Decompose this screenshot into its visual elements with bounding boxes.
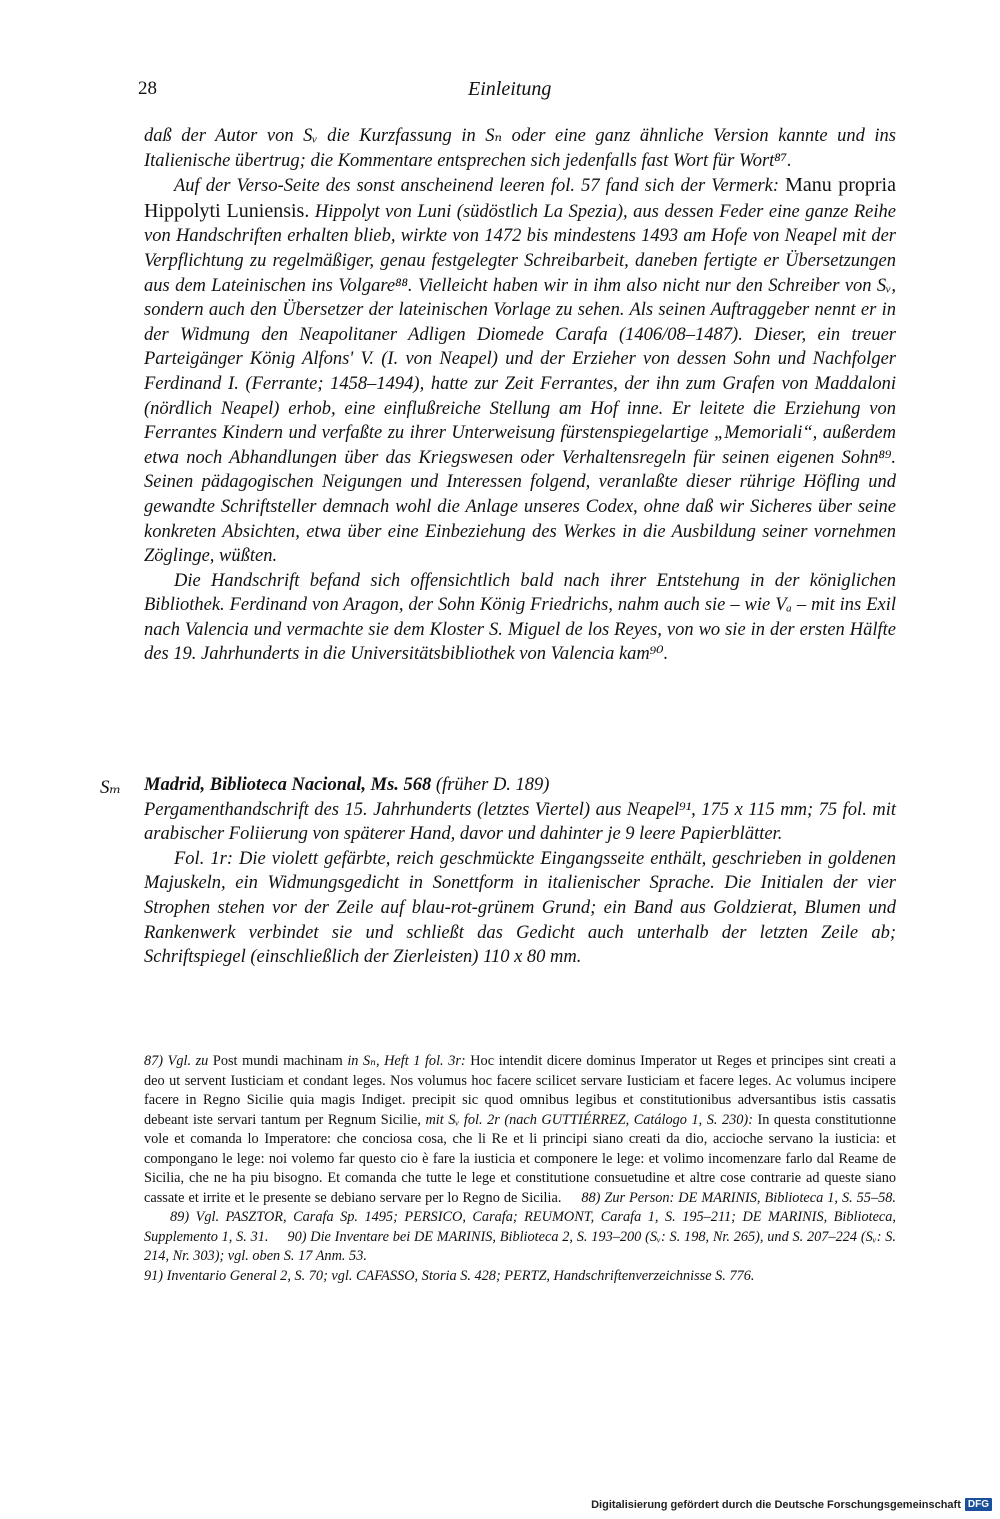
footnote-text: Post mundi machinam (208, 1053, 348, 1069)
footnote-89: 89) Vgl. PASZTOR, Carafa Sp. 1495; PERSICO, Carafa; REUMONT, Carafa 1, S. 195–211; DE MARINIS, Biblioteca, Supplemento 1, S. 31. (144, 1209, 897, 1245)
entry-description: Pergamenthandschrift des 15. Jahrhunderts (letztes Viertel) aus Neapel⁹¹, 175 x 115 mm; 75 fol. mit arabischer Foliierung von späterer Hand, davor und dahinter je 9 leere Papierblätter. (144, 799, 896, 845)
text-run: Auf der Verso-Seite des sonst anscheinend leeren fol. 57 fand sich der Vermerk: (174, 176, 786, 197)
footnote-label: 87) Vgl. zu (144, 1053, 209, 1069)
dfg-logo: DFG (965, 1498, 992, 1511)
paragraph: Fol. 1r: Die violett gefärbte, reich geschmückte Eingangsseite enthält, geschrieben in goldenen Majuskeln, ein Widmungsgedicht in Sonettform in italienischer Sprache. Die Initialen der vier Strophen stehen vor der Zeile auf blau-rot-grünem Grund; ein Band aus Goldzierat, Blumen und Rankenwerk verbindet sie und schließt das Gedicht auch unterhalb der letzten Zeile ab; Schriftspiegel (einschließlich der Zierleisten) 110 x 80 mm. (144, 848, 896, 968)
paragraph (144, 173, 896, 569)
main-text (144, 124, 896, 667)
siglum: Sₘ (100, 777, 122, 798)
footnote-text: in Sₙ, Heft 1 fol. 3r: (347, 1053, 466, 1069)
entry-heading (144, 773, 896, 798)
entry-heading-rest: (früher D. 189) (431, 775, 550, 795)
footnote-90: 90) Die Inventare bei DE MARINIS, Biblioteca 2, S. 193–200 (Sᵥ: S. 198, Nr. 265), und S. 207–224 (Sᵥ: S. 214, Nr. 303); vgl. oben S. 17 Anm. 53. (144, 1228, 897, 1264)
running-head: Einleitung (468, 78, 552, 100)
page-number: 28 (138, 78, 157, 99)
paragraph: Die Handschrift befand sich offensichtlich bald nach ihrer Entstehung in der königlichen Bibliothek. Ferdinand von Aragon, der Sohn König Friedrichs, nahm auch sie – wie Vₐ – mit ins Exil nach Valencia und vermachte sie dem Kloster S. Miguel de los Reyes, von wo sie in der ersten Hälfte des 19. Jahrhunderts in die Universitätsbibliothek von Valencia kam⁹⁰. (144, 570, 896, 665)
footnote-text: In questa constitutionne vole et comanda lo Imperatore: che conciosa cosa, che li Re et li principi siano creati da dio, accioche servano la iusticia: et compongano le lege: noi volemo far questo cio è fare la iusticia et componere le lege: et volimo incomenzare farlo dal Reame de Sicilia, che ne ha piu bisogno. Et comanda che tutte le lege et constitutione consuetudine et altre cose contrarie ad queste siano cassate et irrite et le presente se debiano servare per lo Regno de Sicilia. (144, 1111, 896, 1206)
paragraph: daß der Autor von Sᵥ die Kurzfassung in Sₙ oder eine ganz ähnliche Version kannte und ins Italienische übertrug; die Kommentare entsprechen sich jedenfalls fast Wort für Wort⁸⁷. (144, 126, 896, 171)
footnote-text: Hoc intendit dicere dominus Imperator ut Reges et principes sint creati a deo ut servent Iusticiam et condant leges. Nos volumus hoc facere scilicet servare Iusticiam et facere leges. Ac volumus incipere facere in Regno Sicilie quia magis Indiget. precipit sic quod omnibus legibus et constitutionibus adversantibus istis cassatis debeant iste servari tantum per Regnum Sicilie, (144, 1053, 896, 1128)
credit-text: Digitalisierung gefördert durch die Deutsche Forschungsgemeinschaft (591, 1498, 961, 1511)
text-run: Hippolyt von Luni (südöstlich La Spezia), aus dessen Feder eine ganze Reihe von Handschriften erhalten blieb, wirkte von 1472 bis mindestens 1493 am Hofe von Neapel mit der Verpflichtung zu regelmäßiger, genau festgelegter Schreibarbeit, daneben fertigte er Übersetzungen aus dem Lateinischen ins Volgare⁸⁸. Vielleicht haben wir in ihm also nicht nur den Schreiber von Sᵥ, sondern auch den Übersetzer der lateinischen Vorlage zu sehen. Als seinen Auftraggeber nennt er in der Widmung den Neapolitaner Adligen Diomede Carafa (1406/08–1487). Dieser, ein treuer Parteigänger König Alfons' V. (I. von Neapel) und der Erzieher von dessen Sohn und Nachfolger Ferdinand I. (Ferrante; 1458–1494), hatte zur Zeit Ferrantes, der ihn zum Grafen von Maddaloni (nördlich Neapel) erhob, eine einflußreiche Stellung am Hof inne. Er leitete die Erziehung von Ferrantes Kindern und verfaßte zu ihrer Unterweisung fürstenspiegelartige „Memoriali“, außerdem etwa noch Abhandlungen über das Kriegswesen oder Verhaltensregeln für seinen eigenen Sohn⁸⁹. Seinen pädagogischen Neigungen und Interessen folgend, veranlaßte dieser rührige Höfling und gewandte Schriftsteller demnach wohl die Anlage unseres Codex, ohne daß wir Sicheres über seine konkreten Absichten, etwa über eine Einbeziehung des Werkes in die Ausbildung seiner vornehmen Zöglinge, wüßten. (144, 201, 896, 567)
footnotes (144, 1052, 896, 1286)
digitization-credit (591, 1498, 992, 1511)
footnote-91: 91) Inventario General 2, S. 70; vgl. CAFASSO, Storia S. 428; PERTZ, Handschriftenverzeichnisse S. 776. (144, 1267, 755, 1284)
quoted-note: Manu propria Hippolyti Luniensis. (144, 174, 896, 222)
footnote-text: mit Sᵥ fol. 2r (nach GUTTIÉRREZ, Catálogo 1, S. 230): (425, 1111, 753, 1128)
manuscript-entry (144, 773, 896, 970)
footnote-88: 88) Zur Person: DE MARINIS, Biblioteca 1, S. 55–58. (581, 1189, 896, 1206)
entry-heading-bold: Madrid, Biblioteca Nacional, Ms. 568 (144, 775, 432, 795)
